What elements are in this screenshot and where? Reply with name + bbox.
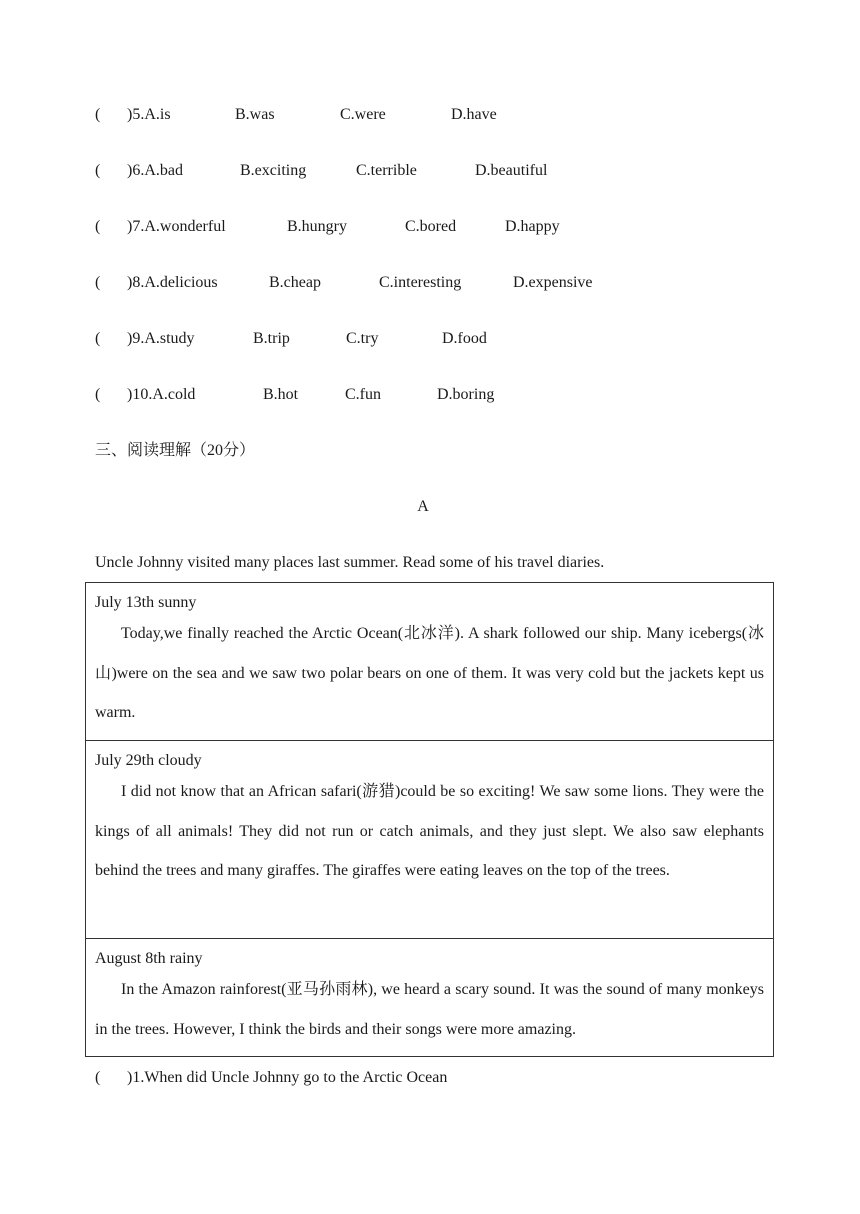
choice-stem: )7.A.wonderful (127, 218, 226, 235)
choice-stem: )9.A.study (127, 330, 195, 347)
choice-stem: )5.A.is (127, 106, 171, 123)
diary-date: July 13th sunny (95, 594, 197, 611)
diary-cell (86, 583, 774, 741)
choice-c: C.terrible (356, 162, 417, 179)
choice-b: B.was (235, 106, 275, 123)
diary-text: I did not know that an African safari(游猎)could be so exciting! We saw some lions. They were the kings of all animals! They did not run or catch animals, and they just slept. We also saw elephants behind the trees and many giraffes. The giraffes were eating leaves on the top of the trees. (95, 783, 764, 879)
choice-c: C.were (340, 106, 386, 123)
choice-c: C.interesting (379, 274, 462, 291)
diary-cell (86, 939, 774, 1057)
passage-label: A (417, 498, 429, 515)
choice-stem: )10.A.cold (127, 386, 196, 403)
choice-c: C.fun (345, 386, 381, 403)
answer-paren: ( (95, 274, 101, 291)
choice-c: C.try (346, 330, 379, 347)
diary-row (86, 939, 774, 1057)
choice-b: B.hot (263, 386, 299, 403)
choice-b: B.exciting (240, 162, 307, 179)
diary-cell (86, 741, 774, 939)
question-1 (95, 1067, 448, 1089)
answer-paren: ( (95, 218, 101, 235)
diary-text: Today,we finally reached the Arctic Ocean(北冰洋). A shark followed our ship. Many icebergs(冰山)were on the sea and we saw two polar bears on one of them. It was very cold but the jackets kept us warm. (95, 625, 765, 721)
choice-b: B.cheap (269, 274, 321, 291)
choice-d: D.expensive (513, 274, 593, 291)
choice-d: D.food (442, 330, 487, 347)
choice-stem: )8.A.delicious (127, 274, 218, 291)
answer-paren: ( (95, 386, 101, 403)
answer-paren: ( (95, 330, 101, 347)
choice-stem: )6.A.bad (127, 162, 183, 179)
diary-date: July 29th cloudy (95, 752, 202, 769)
answer-paren: ( (95, 162, 101, 179)
diary-table (85, 582, 774, 1057)
choice-d: D.boring (437, 386, 495, 403)
answer-paren: ( (95, 106, 101, 123)
choice-d: D.happy (505, 218, 560, 235)
choice-d: D.have (451, 106, 497, 123)
diary-row (86, 583, 774, 741)
choice-c: C.bored (405, 218, 457, 235)
section-title: 三、阅读理解（20分） (95, 442, 256, 459)
answer-paren: ( (95, 1069, 101, 1086)
diary-date: August 8th rainy (95, 950, 203, 967)
passage-intro: Uncle Johnny visited many places last summer. Read some of his travel diaries. (95, 554, 605, 571)
diary-row (86, 741, 774, 939)
choice-b: B.trip (253, 330, 290, 347)
choice-d: D.beautiful (475, 162, 548, 179)
diary-text: In the Amazon rainforest(亚马孙雨林), we heard a scary sound. It was the sound of many monkeys in the trees. However, I think the birds and their songs were more amazing. (95, 981, 764, 1038)
choice-b: B.hungry (287, 218, 347, 235)
question-text: )1.When did Uncle Johnny go to the Arctic Ocean (127, 1069, 448, 1086)
